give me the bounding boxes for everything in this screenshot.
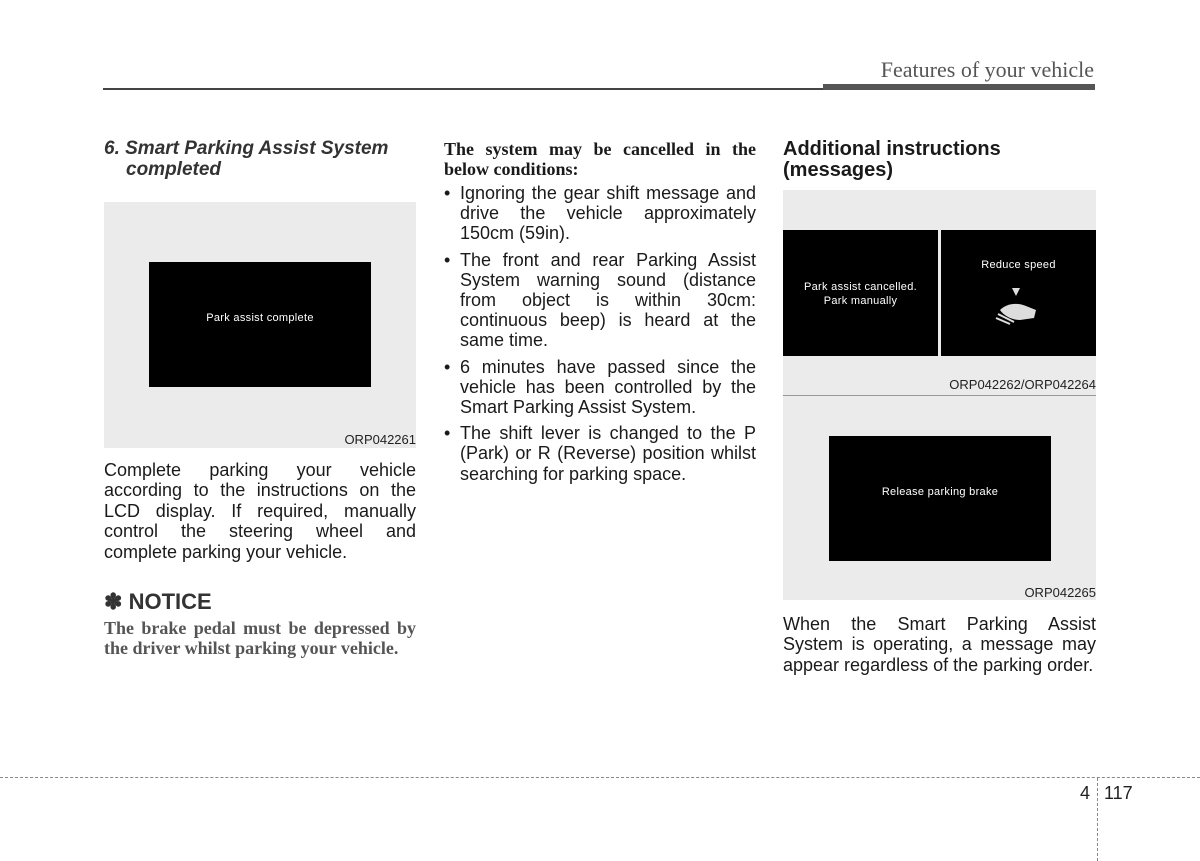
header-rule-accent (823, 84, 1095, 90)
lcd-message: Reduce speed (981, 259, 1056, 271)
list-item: • The front and rear Parking Assist System warning sound (distance from object is within 30cm: continuous beep) is heard at the same time. (444, 249, 756, 351)
lcd-message: Release parking brake (881, 486, 999, 498)
page-header-title: Features of your vehicle (880, 57, 1094, 82)
lcd-screen-reduce-speed (941, 230, 1096, 356)
lcd-message-line2: Park manually (823, 295, 898, 307)
list-item: • The shift lever is changed to the P (Park) or R (Reverse) position whilst searching for parking space. (444, 423, 756, 484)
notice-symbol-icon: ✽ (104, 589, 123, 614)
figure-code: ORP042265 (1024, 585, 1096, 600)
notice-label: NOTICE (128, 589, 212, 614)
additional-instructions-heading: Additional instructions (messages) (783, 138, 1001, 181)
body-paragraph: When the Smart Parking Assist System is operating, a message may appear regardless of the parking order. (783, 614, 1096, 675)
list-item: • 6 minutes have passed since the vehicle has been controlled by the Smart Parking Assist System. (444, 356, 756, 418)
lcd-screen-cancelled (783, 230, 938, 356)
notice-body: The brake pedal must be depressed by the driver whilst parking your vehicle. (104, 618, 416, 658)
chapter-number: 4 (1080, 783, 1091, 803)
lcd-message-line1: Park assist cancelled. (804, 281, 917, 293)
lcd-figure (783, 396, 1096, 600)
lcd-screen (149, 262, 371, 387)
cancel-conditions-intro: The system may be cancelled in the below conditions: (444, 139, 756, 179)
section-heading-line2: completed (126, 159, 222, 180)
body-paragraph: Complete parking your vehicle according to the instructions on the LCD display. If required, manually control the steering wheel and complete parking your vehicle. (104, 460, 416, 562)
page-number: 117 (1104, 783, 1133, 803)
lcd-figure (104, 202, 416, 448)
brake-pedal-icon (994, 284, 1044, 328)
bullet-icon: • (444, 356, 451, 377)
footer-dashed-rule (0, 777, 1200, 778)
bullet-icon: • (444, 423, 451, 444)
lcd-message: Park assist complete (206, 312, 314, 324)
bullet-icon: • (444, 249, 451, 270)
lcd-screen-release-brake (829, 436, 1051, 561)
section-heading-line1: 6. Smart Parking Assist System (104, 138, 389, 159)
cancel-conditions-list (444, 183, 756, 490)
bullet-icon: • (444, 183, 451, 203)
figure-code: ORP042262/ORP042264 (949, 377, 1096, 392)
lcd-figure-pair (783, 190, 1096, 395)
notice-title (104, 589, 212, 615)
footer-dashed-divider (1097, 778, 1098, 861)
figure-code: ORP042261 (344, 432, 416, 447)
list-item: • Ignoring the gear shift message and drive the vehicle approximately 150cm (59in). (444, 183, 756, 244)
section-heading (104, 138, 416, 180)
